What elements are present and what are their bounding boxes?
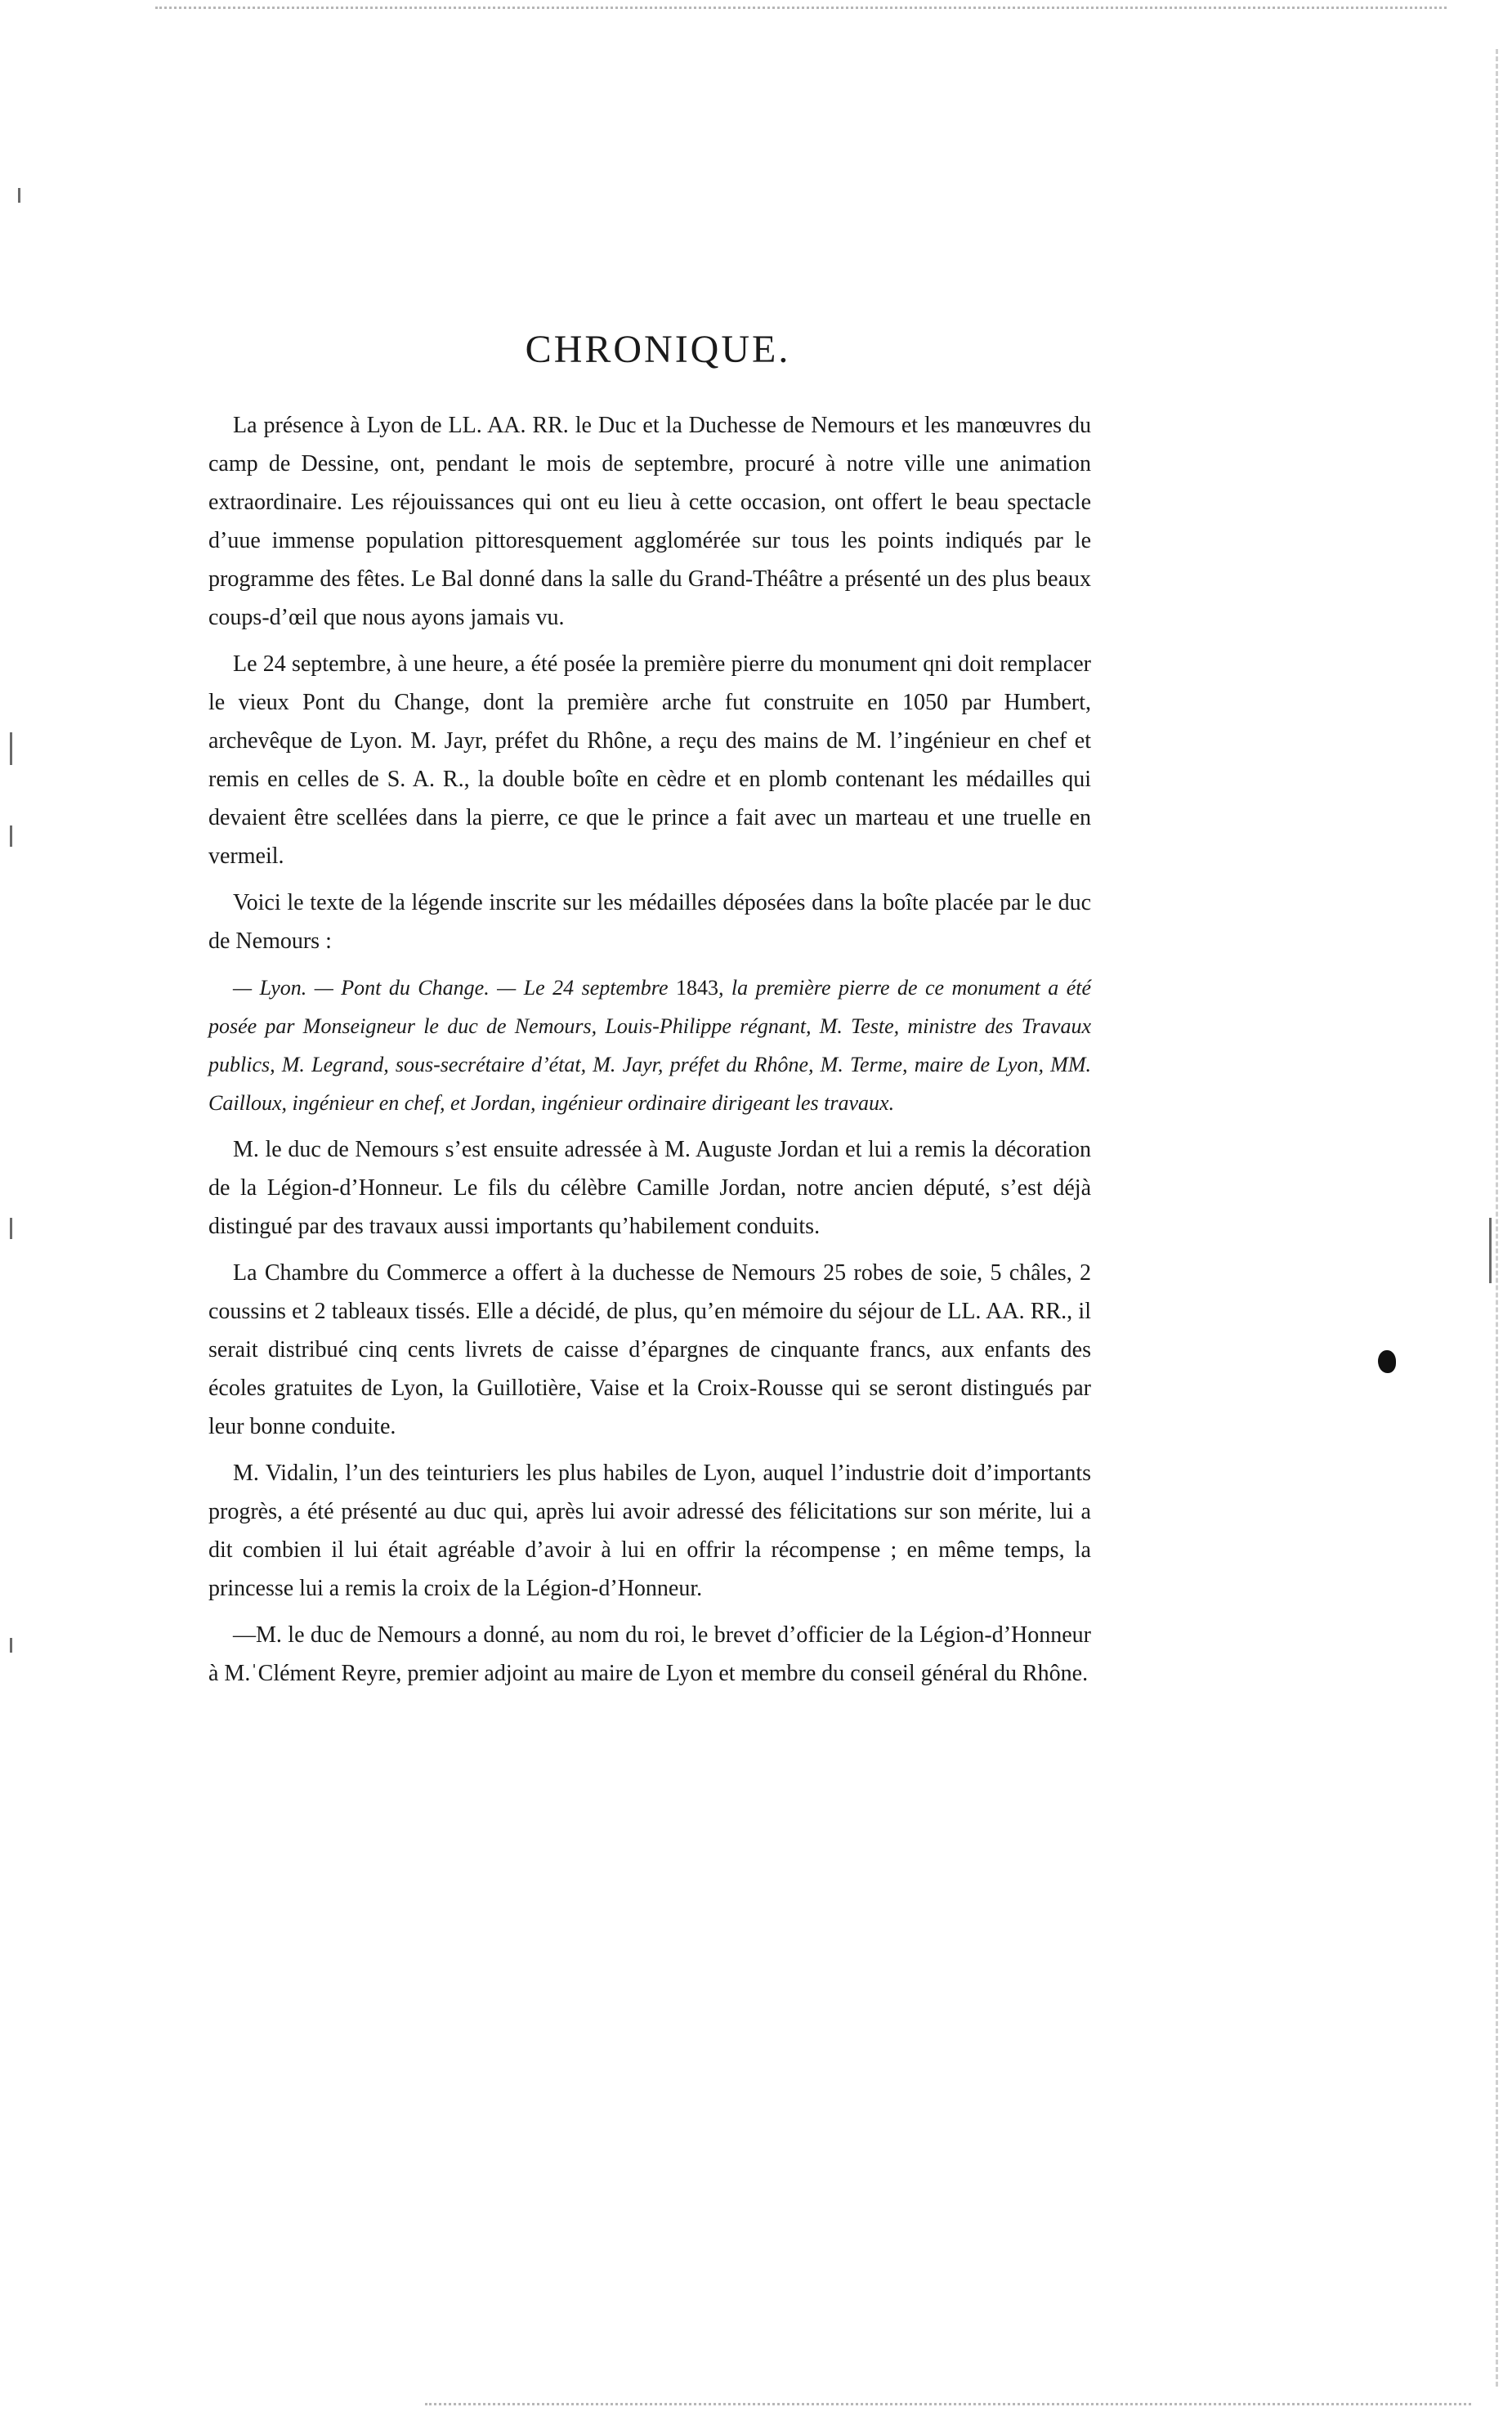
scan-edge-right (1496, 49, 1498, 2387)
paragraph: —M. le duc de Nemours a donné, au nom du roi, le brevet d’officier de la Légion-d’Honneur à M.ˈClément Reyre, premier adjoint au maire de Lyon et membre du conseil général du Rhône. (208, 1622, 1091, 1686)
margin-tick (10, 732, 12, 765)
paragraph: Voici le texte de la légende inscrite sur les médailles déposées dans la boîte placée par le duc de Nemours : (208, 890, 1091, 954)
margin-tick (10, 825, 12, 847)
paragraph: Le 24 septembre, à une heure, a été posée la première pierre du monument qni doit remplacer le vieux Pont du Change, dont la première arche fut construite en 1050 par Humbert, archevêque de Lyon. M. Jayr, préfet du Rhône, a reçu des mains de M. l’ingénieur en chef et remis en celles de S. A. R., la double boîte en cèdre et en plomb contenant les médailles qui devaient être scellées dans la pierre, ce que le prince a fait avec un marteau et une truelle en vermeil. (208, 651, 1091, 869)
margin-tick (10, 1638, 12, 1653)
page-body (208, 327, 1091, 1701)
ink-blot (1378, 1350, 1396, 1373)
paragraph: M. Vidalin, l’un des teinturiers les plus habiles de Lyon, auquel l’industrie doit d’importants progrès, a été présenté au duc qui, après lui avoir adressé des félicitations sur son mérite, lui a dit combien il lui était agréable d’avoir à lui en offrir la récompense ; en même temps, la princesse lui a remis la croix de la Légion-d’Honneur. (208, 1461, 1091, 1601)
paragraph: La présence à Lyon de LL. AA. RR. le Duc et la Duchesse de Nemours et les manœuvres du camp de Dessine, ont, pendant le mois de septembre, procuré à notre ville une animation extraordinaire. Les réjouissances qui ont eu lieu à cette occasion, ont offert le beau spectacle d’uue immense population pittoresquement agglomérée sur tous les points indiqués par le programme des fêtes. Le Bal donné dans la salle du Grand-Théâtre a présenté un des plus beaux coups-d’œil que nous ayons jamais vu. (208, 413, 1091, 630)
medal-legend-date: 1843 (675, 976, 718, 1000)
paragraph: La Chambre du Commerce a offert à la duchesse de Nemours 25 robes de soie, 5 châles, 2 coussins et 2 tableaux tissés. Elle a décidé, de plus, qu’en mémoire du séjour de LL. AA. RR., il serait distribué cinq cents livrets de caisse d’épargnes de cinquante francs, aux enfants des écoles gratuites de Lyon, la Guillotière, Vaise et la Croix-Rousse qui se seront distingués par leur bonne conduite. (208, 1260, 1091, 1439)
margin-tick (10, 1218, 12, 1239)
scan-edge-bottom (425, 2403, 1471, 2405)
medal-legend (208, 969, 1091, 1122)
scan-edge-top (155, 7, 1447, 9)
medal-legend-after: , la première pierre de ce monument a été posée par Monseigneur le duc de Nemours, Louis-Philippe régnant, M. Teste, ministre des Travaux publics, M. Legrand, sous-secrétaire d’état, M. Jayr, préfet du Rhône, M. Terme, maire de Lyon, MM. Cailloux, ingénieur en chef, et Jordan, ingénieur ordinaire dirigeant les travaux. (208, 976, 1092, 1115)
medal-legend-before: — Lyon. — Pont du Change. — Le 24 septembre (233, 976, 669, 1000)
margin-tick (1489, 1218, 1492, 1283)
margin-tick (18, 188, 20, 203)
paragraph: M. le duc de Nemours s’est ensuite adressée à M. Auguste Jordan et lui a remis la décoration de la Légion-d’Honneur. Le fils du célèbre Camille Jordan, notre ancien député, s’est déjà distingué par des travaux aussi importants qu’habilement conduits. (208, 1137, 1091, 1239)
page-title: CHRONIQUE. (525, 328, 791, 371)
